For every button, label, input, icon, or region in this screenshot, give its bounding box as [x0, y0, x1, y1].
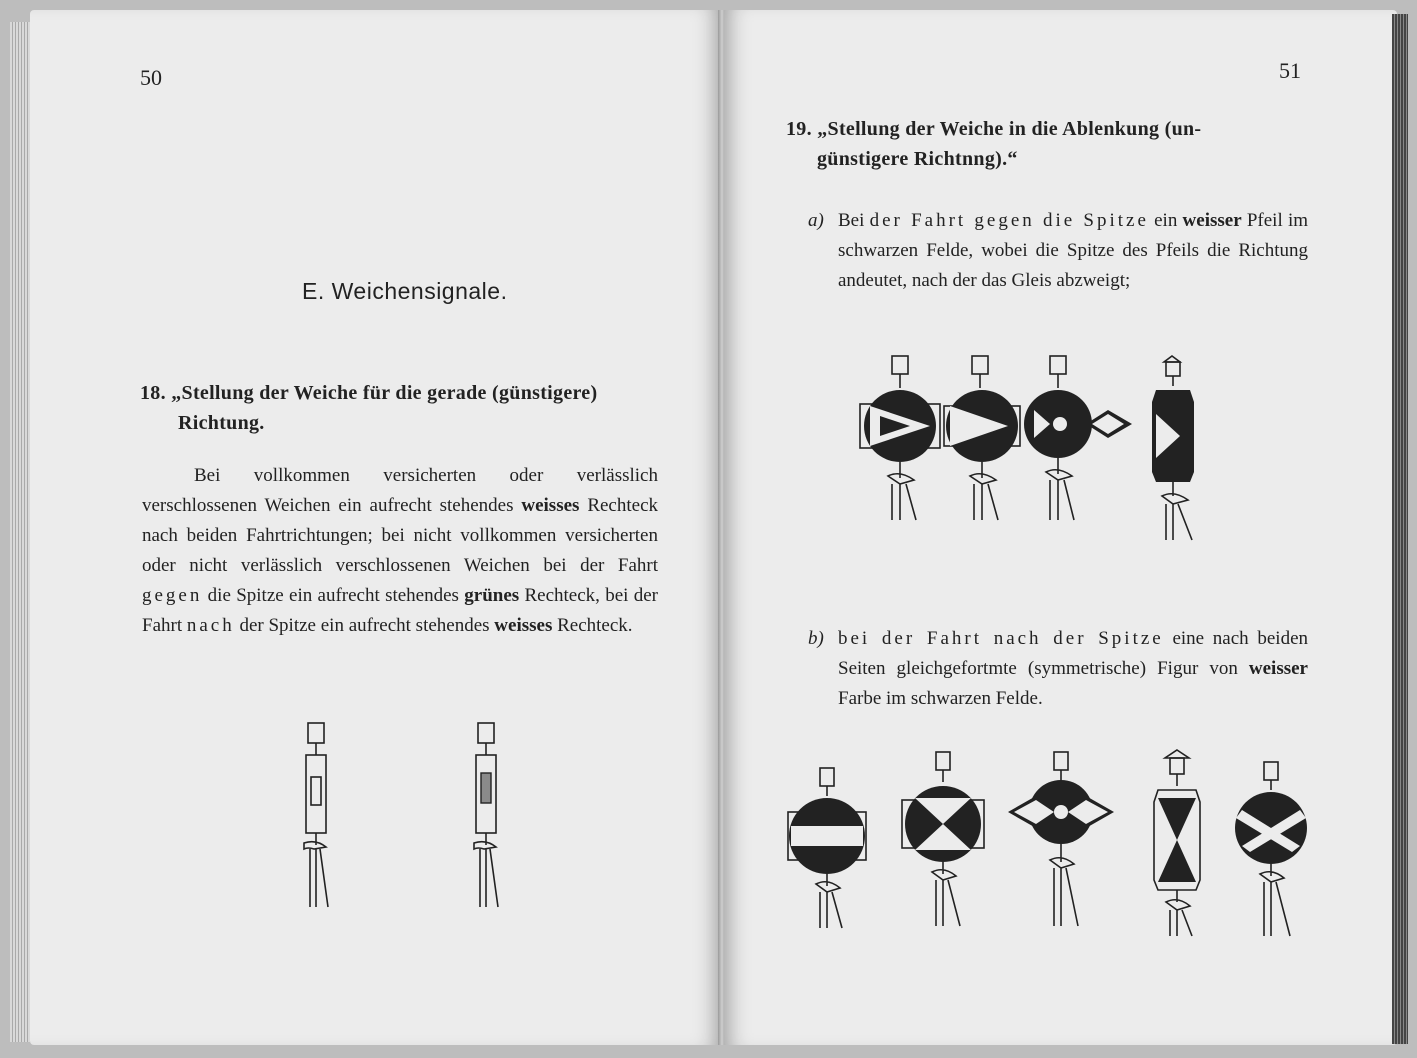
figure-diverging-signals-a — [854, 350, 1234, 545]
sub-item-b — [808, 624, 1308, 714]
signal-diamond-arrow — [1024, 356, 1132, 520]
sub-item-b-letter: b) — [808, 628, 824, 649]
item-19-number: 19. — [786, 118, 812, 140]
signal-x-circle — [1235, 762, 1307, 936]
page-edges-right — [1392, 14, 1408, 1044]
item-19-title: 19. „Stellung der Weiche in die Ablenkung (un- günstigere Richtnng).“ — [786, 118, 1202, 170]
item-18-number: 18. — [140, 382, 166, 404]
signal-white-rectangle — [304, 723, 328, 907]
left-page — [30, 10, 720, 1045]
sub-item-b-text: bei der Fahrt nach der Spitze eine nach beiden Seiten gleichgefortmte (symmetrische) Figur von weisser Farbe im schwarzen Felde. — [838, 628, 1309, 709]
item-18-title: 18. „Stellung der Weiche für die gerade (günstigere) Richtung. — [140, 382, 598, 434]
right-page — [724, 10, 1397, 1045]
signal-horizontal-bar — [788, 768, 866, 928]
page-edges-left — [10, 22, 32, 1042]
signal-circle-arrow — [944, 356, 1020, 520]
signal-double-diamond — [1008, 752, 1114, 926]
sub-item-a — [808, 206, 1308, 296]
page-number-right: 51 — [1279, 58, 1301, 83]
sub-item-a-letter: a) — [808, 210, 824, 231]
signal-green-rectangle — [474, 723, 498, 907]
item-18-text: Bei vollkommen versicherten oder verlässlich verschlossenen Weichen ein aufrecht stehendes weisses Rechteck nach beiden Fahrtrichtungen; bei nicht vollkommen versicherten oder nicht verlässlich verschlossenen Weichen bei der Fahrt gegen die Spitze ein aufrecht stehendes grünes Rechteck, bei der Fahrt nach der Spitze ein aufrecht stehendes weisses Rechteck. — [142, 465, 659, 636]
signal-hourglass-circle — [902, 752, 984, 926]
sub-item-a-text: Bei der Fahrt gegen die Spitze ein weisser Pfeil im schwarzen Felde, wobei die Spitze des Pfeils die Richtung andeutet, nach der das Gleis abzweigt; — [838, 210, 1309, 291]
figure-diverging-signals-b — [778, 740, 1348, 940]
figure-straight-signals — [270, 715, 570, 915]
signal-lantern-hourglass — [1154, 750, 1200, 936]
signal-arrow-right — [860, 356, 940, 520]
signal-tall-lantern — [1152, 356, 1194, 540]
page-number-left: 50 — [140, 65, 162, 90]
section-heading: E. Weichensignale. — [302, 278, 508, 304]
